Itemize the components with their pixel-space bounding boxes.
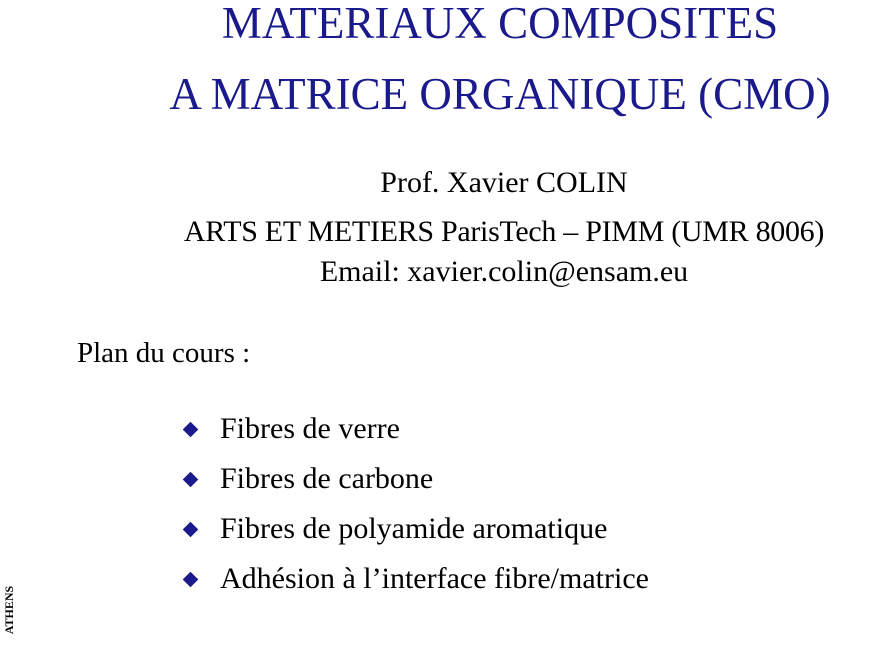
author-affiliation: ARTS ET METIERS ParisTech – PIMM (UMR 8006): [183, 215, 825, 248]
plan-item: [183, 504, 649, 554]
diamond-bullet-icon: [183, 422, 198, 437]
slide-title: [100, 0, 879, 130]
plan-item-label: Fibres de carbone: [220, 462, 434, 495]
plan-item-label: Adhésion à l’interface fibre/matrice: [220, 562, 649, 595]
plan-item-label: Fibres de verre: [220, 412, 400, 445]
plan-item: [183, 454, 649, 504]
plan-item-label: Fibres de polyamide aromatique: [220, 512, 608, 545]
plan-heading: Plan du cours :: [77, 337, 251, 369]
author-name: Prof. Xavier COLIN: [380, 166, 628, 199]
plan-list: [183, 404, 649, 604]
side-label: ATHENS: [2, 585, 16, 635]
diamond-bullet-icon: [183, 572, 198, 587]
diamond-bullet-icon: [183, 472, 198, 487]
author-email: Email: xavier.colin@ensam.eu: [319, 255, 689, 288]
plan-item: [183, 554, 649, 604]
title-line-1: MATERIAUX COMPOSITES: [221, 0, 779, 48]
plan-item: [183, 404, 649, 454]
diamond-bullet-icon: [183, 522, 198, 537]
title-line-2: A MATRICE ORGANIQUE (CMO): [169, 69, 831, 119]
